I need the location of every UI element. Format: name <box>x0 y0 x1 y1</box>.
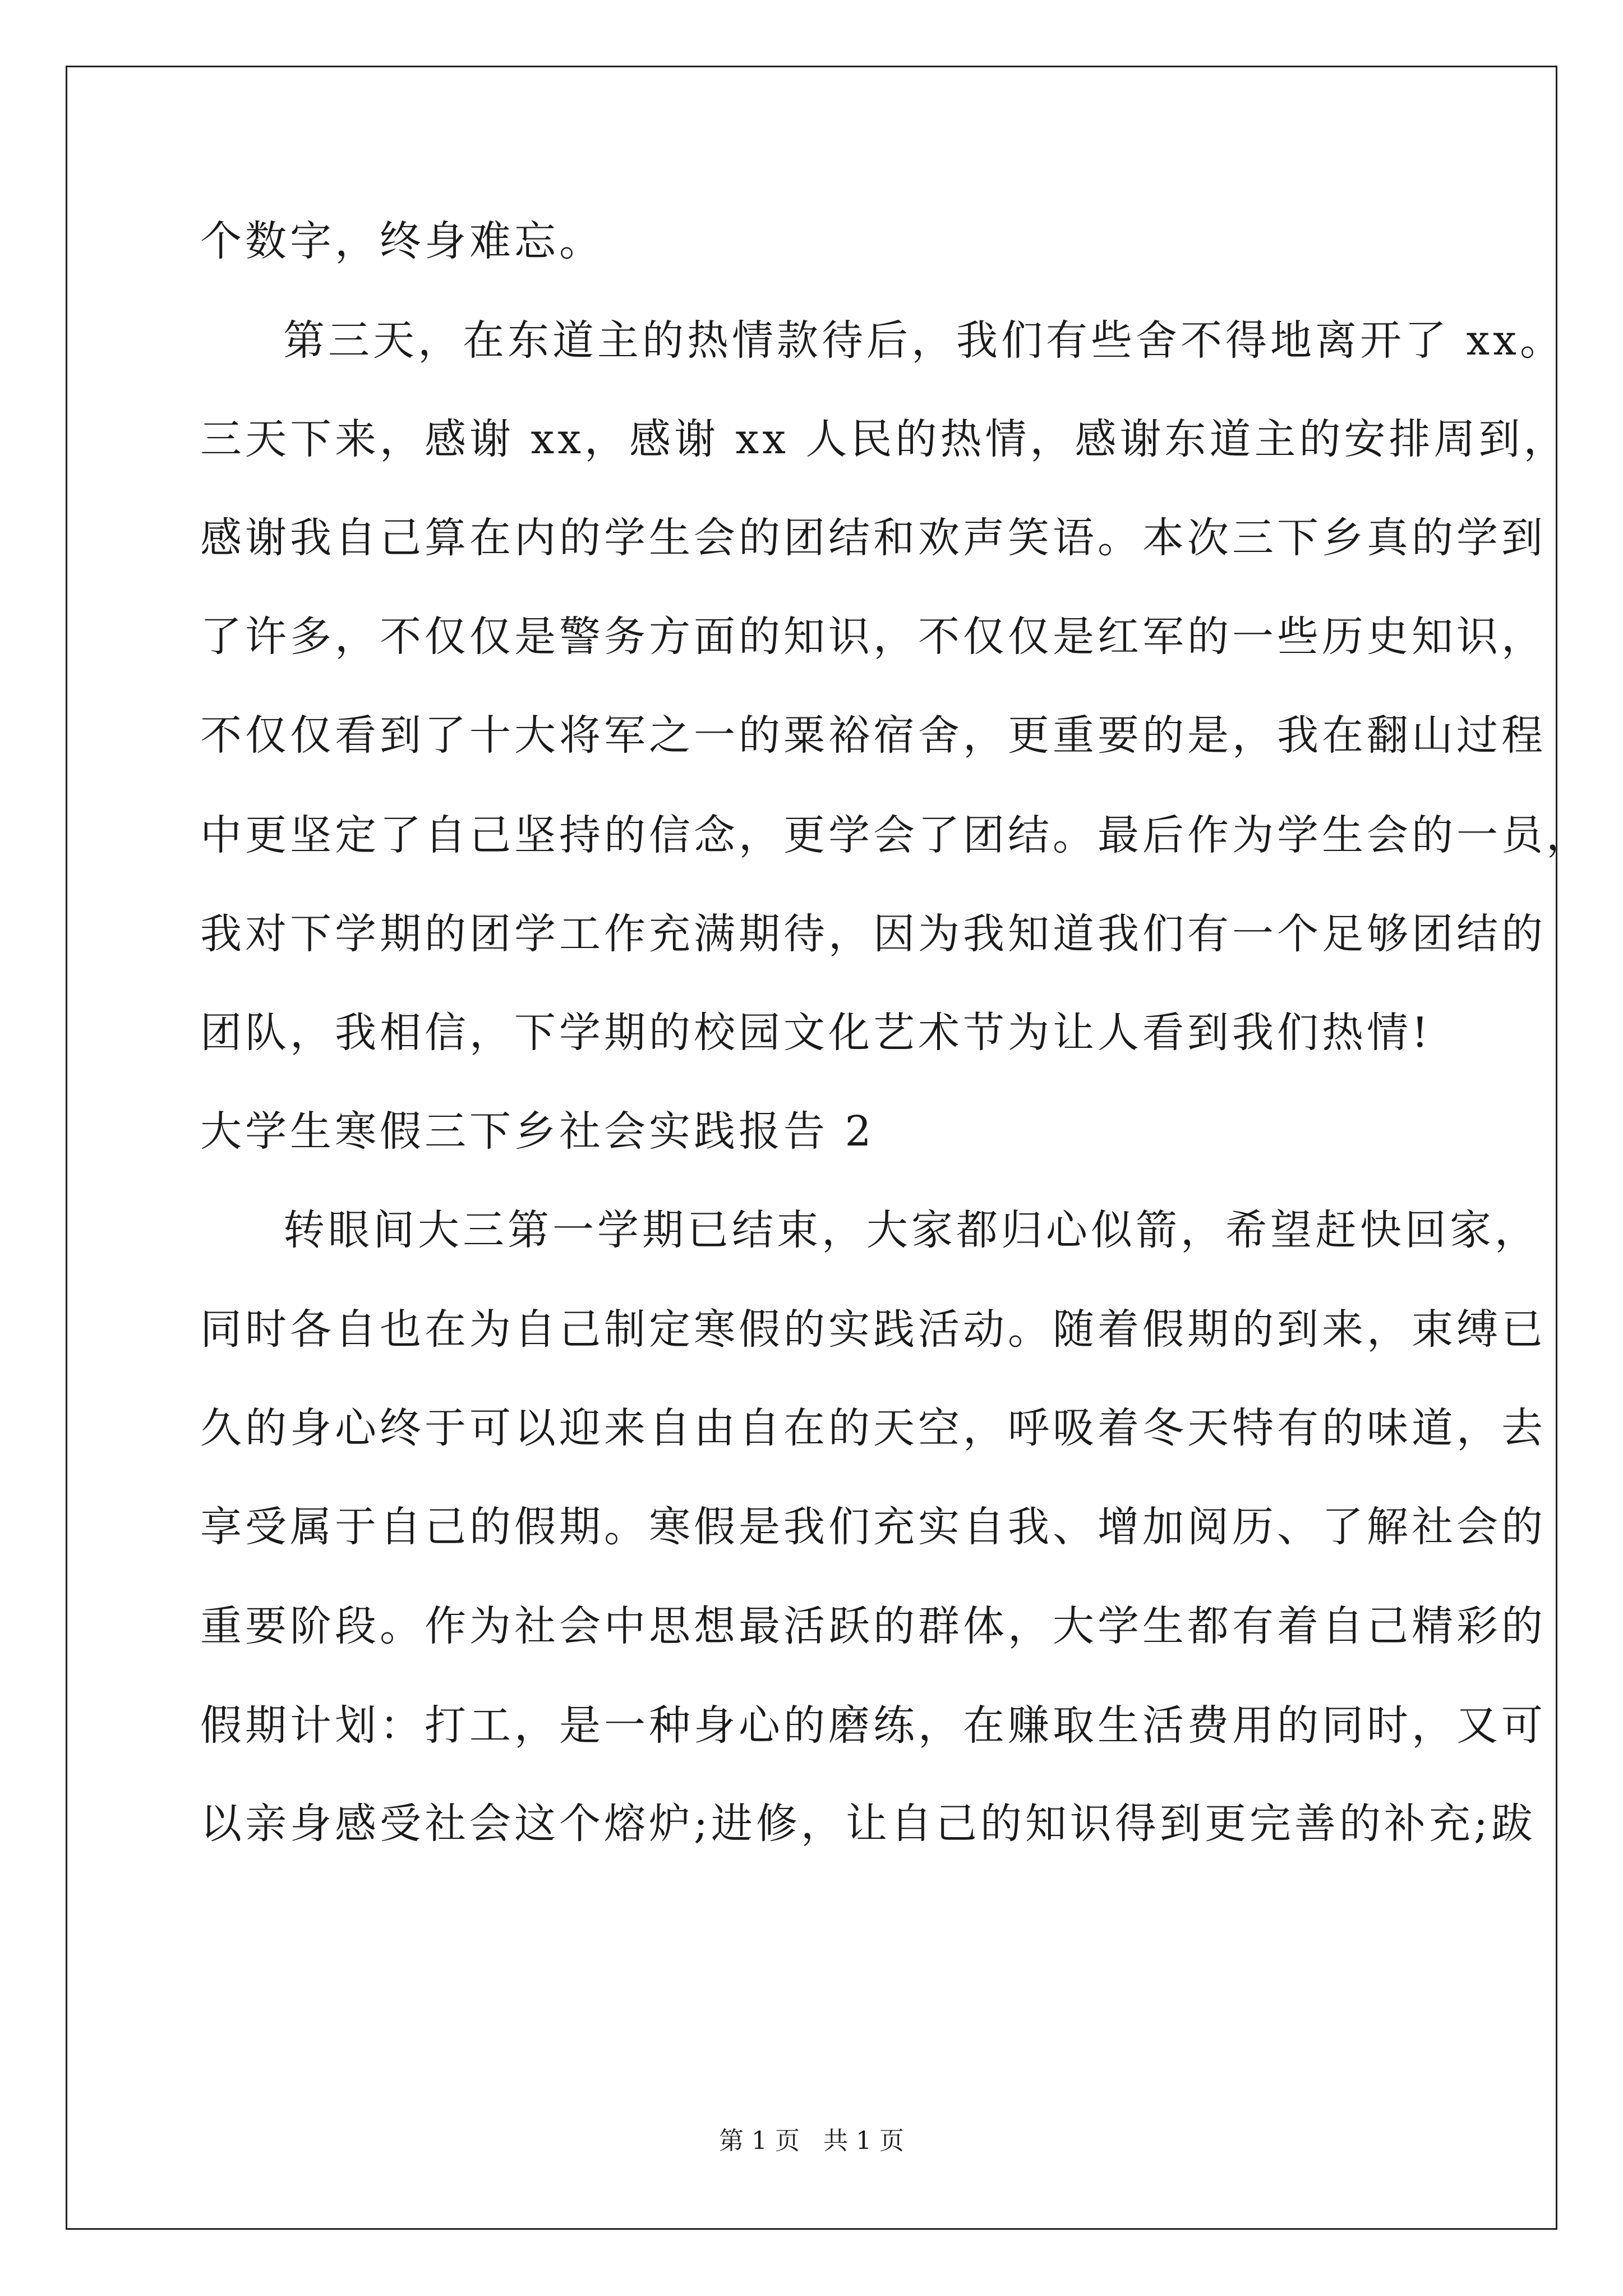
text-line: 重要阶段。作为社会中思想最活跃的群体，大学生都有着自己精彩的 <box>200 1602 1546 1650</box>
text-line: 三天下来，感谢 xx，感谢 xx 人民的热情，感谢东道主的安排周到， <box>200 415 1569 463</box>
text-line: 了许多，不仅仅是警务方面的知识，不仅仅是红军的一些历史知识， <box>200 613 1546 661</box>
text-line: 感谢我自己算在内的学生会的团结和欢声笑语。本次三下乡真的学到 <box>200 514 1546 562</box>
text-line: 假期计划：打工，是一种身心的磨练，在赚取生活费用的同时，又可 <box>200 1701 1546 1750</box>
text-line: 我对下学期的团学工作充满期待，因为我知道我们有一个足够团结的 <box>200 910 1546 958</box>
text-line: 中更坚定了自己坚持的信念，更学会了团结。最后作为学生会的一员， <box>200 811 1591 859</box>
text-line: 同时各自也在为自己制定寒假的实践活动。随着假期的到来，束缚已 <box>200 1305 1546 1354</box>
text-line: 个数字，终身难忘。 <box>200 217 604 265</box>
text-line: 不仅仅看到了十大将军之一的粟裕宿舍，更重要的是，我在翻山过程 <box>200 711 1546 760</box>
section-heading: 大学生寒假三下乡社会实践报告 2 <box>200 1107 875 1156</box>
paragraph-first-line: 转眼间大三第一学期已结束，大家都归心似箭，希望赶快回家， <box>283 1206 1539 1254</box>
text-line: 以亲身感受社会这个熔炉;进修，让自己的知识得到更完善的补充;跋 <box>200 1800 1536 1848</box>
text-line: 久的身心终于可以迎来自由自在的天空，呼吸着冬天特有的味道，去 <box>200 1404 1546 1452</box>
text-line: 团队，我相信，下学期的校园文化艺术节为让人看到我们热情! <box>200 1009 1432 1057</box>
text-line: 享受属于自己的假期。寒假是我们充实自我、增加阅历、了解社会的 <box>200 1503 1546 1551</box>
paragraph-first-line: 第三天，在东道主的热情款待后，我们有些舍不得地离开了 xx。 <box>283 316 1565 365</box>
page-number-footer: 第 1 页 共 1 页 <box>719 2127 904 2155</box>
